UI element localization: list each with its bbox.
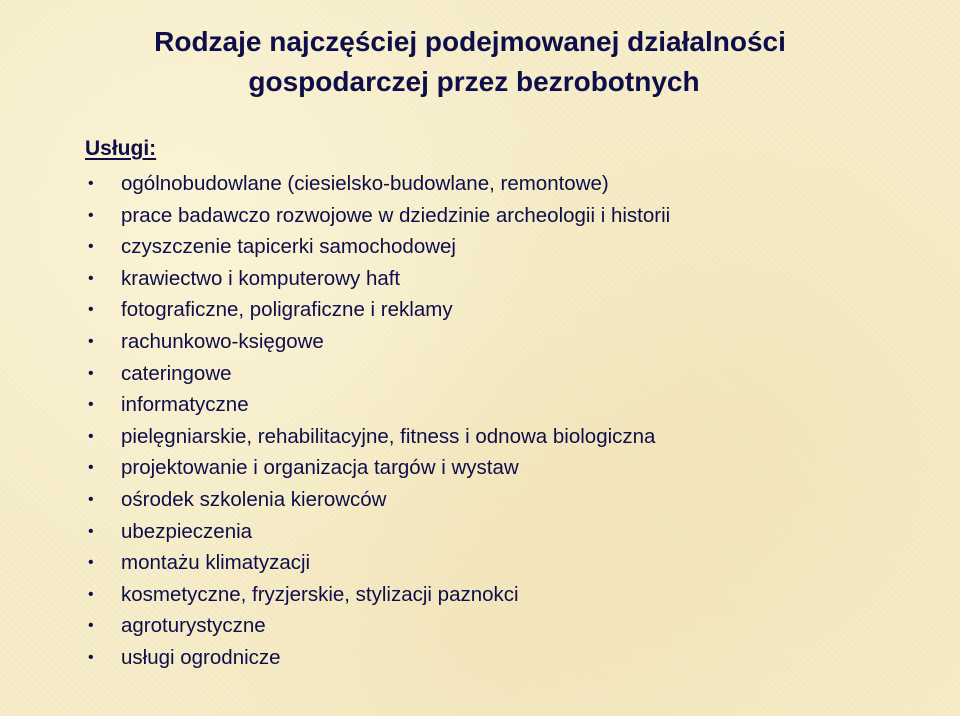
- list-item: [85, 200, 670, 232]
- list-item: [85, 294, 670, 326]
- list-item-text: projektowanie i organizacja targów i wystaw: [121, 456, 519, 480]
- bullet-icon: •: [88, 332, 94, 350]
- list-item: [85, 168, 670, 200]
- list-item-text: ogólnobudowlane (ciesielsko-budowlane, remontowe): [121, 172, 609, 195]
- bullet-icon: •: [88, 269, 94, 287]
- list-item-text: rachunkowo-księgowe: [121, 329, 324, 353]
- bullet-icon: •: [88, 585, 94, 603]
- list-item: [85, 358, 670, 390]
- list-item-text: ubezpieczenia: [121, 519, 253, 543]
- list-item-text: prace badawczo rozwojowe w dziedzinie archeologii i historii: [121, 203, 671, 227]
- list-item: [85, 579, 670, 611]
- services-list: [85, 168, 670, 674]
- list-item: [85, 452, 670, 484]
- page-title: [0, 22, 960, 102]
- list-item-text: usługi ogrodnicze: [121, 645, 281, 669]
- page-title-line-2: gospodarczej przez bezrobotnych: [248, 66, 700, 97]
- list-item-text: agroturystyczne: [121, 614, 266, 638]
- list-item-text: krawiectwo i komputerowy haft: [121, 266, 401, 290]
- list-item: [85, 231, 670, 263]
- bullet-icon: •: [88, 238, 94, 256]
- bullet-icon: •: [88, 364, 94, 382]
- bullet-icon: •: [88, 617, 94, 635]
- bullet-icon: •: [88, 175, 94, 192]
- section-heading: Usługi:: [85, 137, 157, 160]
- list-item: [85, 389, 670, 421]
- page-title-line-1: Rodzaje najczęściej podejmowanej działalności: [154, 26, 786, 57]
- bullet-icon: •: [88, 206, 94, 224]
- list-item-text: fotograficzne, poligraficzne i reklamy: [121, 298, 453, 322]
- list-item-text: cateringowe: [121, 361, 232, 385]
- list-item: [85, 326, 670, 358]
- list-item: [85, 484, 670, 516]
- list-item-text: czyszczenie tapicerki samochodowej: [121, 235, 456, 259]
- list-item: [85, 263, 670, 295]
- list-item-text: ośrodek szkolenia kierowców: [121, 487, 387, 511]
- list-item-text: montażu klimatyzacji: [121, 551, 311, 575]
- list-item: [85, 421, 670, 453]
- list-item: [85, 547, 670, 579]
- bullet-icon: •: [88, 396, 94, 414]
- bullet-icon: •: [88, 522, 94, 540]
- list-item-text: kosmetyczne, fryzjerskie, stylizacji paznokci: [121, 582, 519, 606]
- bullet-icon: •: [88, 490, 94, 508]
- list-item-text: informatyczne: [121, 393, 249, 417]
- list-item: [85, 642, 670, 674]
- list-item: [85, 610, 670, 642]
- bullet-icon: •: [88, 301, 94, 319]
- list-item: [85, 516, 670, 548]
- list-item-text: pielęgniarskie, rehabilitacyjne, fitness i odnowa biologiczna: [121, 424, 656, 448]
- bullet-icon: •: [88, 648, 94, 666]
- bullet-icon: •: [88, 459, 94, 477]
- bullet-icon: •: [88, 427, 94, 445]
- bullet-icon: •: [88, 554, 94, 572]
